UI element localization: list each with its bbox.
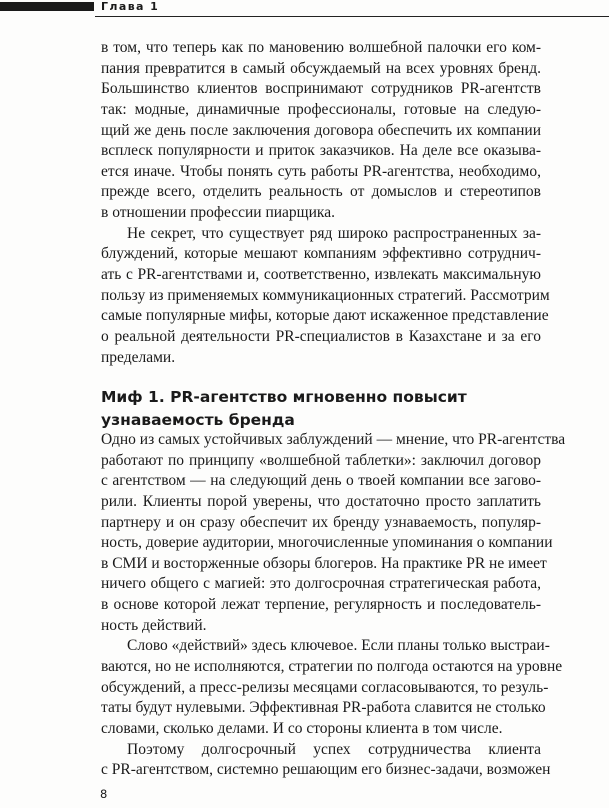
text-line: с PR-агентством, системно решающим его бизнес-задачи, возможен [101,761,551,779]
text-line: о реальной деятельности PR-специалистов в Казахстане и за его [101,327,541,345]
text-line: самые популярные мифы, которые дают искаженное представление [101,307,549,325]
text-line: с агентством — на следующий день о твоей компании все загово- [101,472,541,490]
text-line: ность действий. [101,616,207,634]
text-line: рили. Клиенты порой уверены, что достаточно просто заплатить [101,492,541,510]
text-line: Слово «действий» здесь ключевое. Если планы только выстраи- [127,637,550,655]
text-line: всплеск популярности и приток заказчиков. На деле все оказыва- [101,142,541,160]
intro-text-block [101,38,550,368]
text-line: в том, что теперь как по мановению волшебной палочки его ком- [101,39,541,56]
text-line: Одно из самых устойчивых заблуждений — мнение, что PR-агентства [101,431,566,448]
text-line: ется иначе. Чтобы понять суть работы PR-агентства, необходимо, [101,162,541,180]
text-line: Большинство клиентов воспринимают сотрудников PR-агентств [101,80,541,98]
text-line: партнеру и он сразу обеспечит их бренду узнаваемость, популяр- [101,513,541,531]
chapter-label: Глава 1 [101,0,160,13]
section-heading-line: Миф 1. PR-агентство мгновенно повысит [101,388,467,406]
text-line: щий же день после заключения договора обеспечить их компании [101,121,541,139]
text-line: пания превратится в самый обсуждаемый на всех уровнях бренд. [101,59,541,77]
section-text-block [101,430,566,781]
text-line: таты будут нулевыми. Эффективная PR-работа славится не столько [101,699,546,717]
header-rule [95,16,609,17]
text-line: Не секрет, что существует ряд широко распространенных за- [127,224,541,242]
paragraph [101,636,563,739]
page-number: 8 [100,787,108,801]
text-line: ать с PR-агентствами и, соответственно, извлекать максимальную [101,266,541,284]
text-line: прежде всего, отделить реальность от домыслов и стереотипов [101,183,541,201]
text-line: пользу из применяемых коммуникационных стратегий. Рассмотрим [101,286,550,304]
paragraph [101,224,550,368]
text-line: обсуждений, а пресс-релизы месяцами согласовываются, то резуль- [101,678,549,696]
text-line: ваются, но не исполняются, стратегии по полгода остаются на уровне [101,658,563,676]
text-line: блуждений, которые мешают компаниям эффективно сотруднич- [101,245,541,263]
text-line: ность, доверие аудитории, многочисленные упоминания о компании [101,534,553,552]
text-line: так: модные, динамичные профессионалы, готовые на следую- [101,100,541,118]
paragraph [101,740,551,781]
text-line: словами, сколько делами. И со стороны клиента в том числе. [101,719,503,737]
section-heading [101,386,541,432]
header-bar [0,2,94,11]
text-line: в отношении профессии пиарщика. [101,204,335,222]
paragraph [101,430,566,636]
text-line: в СМИ и восторженные обзоры блогеров. На практике PR не имеет [101,554,547,572]
text-line: Поэтому долгосрочный успех сотрудничества клиента [127,740,541,758]
text-line: в основе которой лежат терпение, регулярность и последователь- [101,596,541,614]
text-line: работают по принципу «волшебной таблетки»: заключил договор [101,451,541,469]
text-line: пределами. [101,348,176,366]
text-line: ничего общего с магией: это долгосрочная стратегическая работа, [101,575,541,593]
section-heading-line: узнаваемость бренда [101,411,295,429]
paragraph [101,38,541,224]
